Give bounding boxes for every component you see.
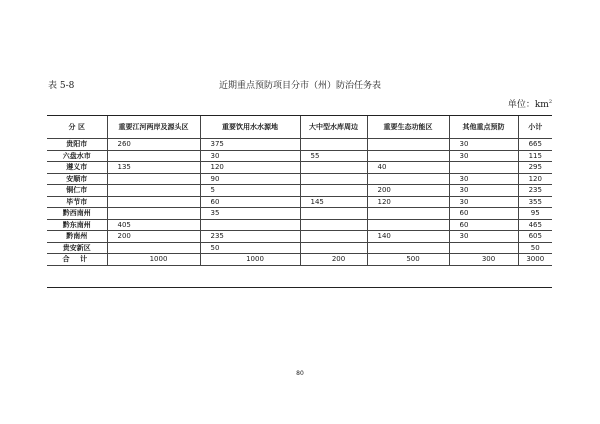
value-cell: 30 [449,196,518,208]
subtotal-cell: 115 [518,150,552,162]
region-name: 六盘水市 [47,150,107,162]
unit-note [508,97,552,110]
value-cell: 200 [107,231,200,243]
column-header: 大中型水库周边 [300,116,367,139]
value-cell: 55 [300,150,367,162]
value-cell [449,242,518,254]
unit-label: 单位：km [507,100,549,110]
column-header: 重要饮用水水源地 [200,116,300,139]
page-number: 80 [296,370,304,377]
subtotal-cell: 235 [518,185,552,197]
table-row [47,139,552,151]
value-cell: 5 [200,185,300,197]
region-name: 合 计 [47,254,107,266]
value-cell: 300 [449,254,518,266]
value-cell [300,162,367,174]
value-cell: 60 [200,196,300,208]
region-name: 贵阳市 [47,139,107,151]
value-cell: 30 [200,150,300,162]
subtotal-cell: 665 [518,139,552,151]
value-cell [300,231,367,243]
value-cell: 40 [367,162,449,174]
value-cell: 500 [367,254,449,266]
value-cell [107,196,200,208]
table-row [47,162,552,174]
value-cell: 90 [200,173,300,185]
value-cell: 135 [107,162,200,174]
value-cell: 120 [200,162,300,174]
prevention-task-table [47,116,552,266]
value-cell: 30 [449,139,518,151]
value-cell [300,139,367,151]
value-cell [300,219,367,231]
table-row [47,196,552,208]
subtotal-cell: 355 [518,196,552,208]
table-row [47,150,552,162]
region-name: 黔东南州 [47,219,107,231]
column-header: 其他重点预防 [449,116,518,139]
value-cell [367,242,449,254]
value-cell: 60 [449,219,518,231]
value-cell [107,150,200,162]
subtotal-cell: 465 [518,219,552,231]
header-row [47,116,552,139]
value-cell [367,150,449,162]
value-cell [107,242,200,254]
value-cell [300,242,367,254]
region-name: 黔西南州 [47,208,107,220]
value-cell: 200 [367,185,449,197]
value-cell: 145 [300,196,367,208]
column-header: 分 区 [47,116,107,139]
subtotal-cell: 50 [518,242,552,254]
table-row [47,231,552,243]
table-number: 表 5-8 [48,81,75,91]
subtotal-cell: 605 [518,231,552,243]
region-name: 安顺市 [47,173,107,185]
value-cell: 30 [449,231,518,243]
value-cell [367,219,449,231]
value-cell: 1000 [107,254,200,266]
table-title: 近期重点预防项目分市（州）防治任务表 [218,81,381,91]
value-cell: 30 [449,150,518,162]
value-cell: 260 [107,139,200,151]
value-cell [367,139,449,151]
value-cell: 30 [449,185,518,197]
value-cell: 200 [300,254,367,266]
subtotal-cell: 3000 [518,254,552,266]
value-cell: 140 [367,231,449,243]
region-name: 铜仁市 [47,185,107,197]
table-row [47,185,552,197]
value-cell: 120 [367,196,449,208]
table-bottom-rule [47,287,552,288]
subtotal-cell: 295 [518,162,552,174]
table-row [47,173,552,185]
column-header: 小计 [518,116,552,139]
value-cell [200,219,300,231]
value-cell [449,162,518,174]
table-body [47,139,552,266]
column-header: 重要江河两岸及源头区 [107,116,200,139]
region-name: 遵义市 [47,162,107,174]
value-cell: 405 [107,219,200,231]
column-header: 重要生态功能区 [367,116,449,139]
region-name: 贵安新区 [47,242,107,254]
value-cell: 60 [449,208,518,220]
value-cell: 30 [449,173,518,185]
table-row [47,219,552,231]
region-name: 黔南州 [47,231,107,243]
value-cell [107,185,200,197]
region-name: 毕节市 [47,196,107,208]
subtotal-cell: 95 [518,208,552,220]
unit-superscript: 2 [548,99,552,105]
value-cell: 35 [200,208,300,220]
subtotal-cell: 120 [518,173,552,185]
value-cell [367,173,449,185]
value-cell: 50 [200,242,300,254]
value-cell [300,208,367,220]
value-cell: 375 [200,139,300,151]
value-cell [107,208,200,220]
value-cell: 1000 [200,254,300,266]
value-cell [300,185,367,197]
value-cell [300,173,367,185]
value-cell [367,208,449,220]
table-row [47,208,552,220]
table-row [47,242,552,254]
value-cell [107,173,200,185]
total-row [47,254,552,266]
value-cell: 235 [200,231,300,243]
